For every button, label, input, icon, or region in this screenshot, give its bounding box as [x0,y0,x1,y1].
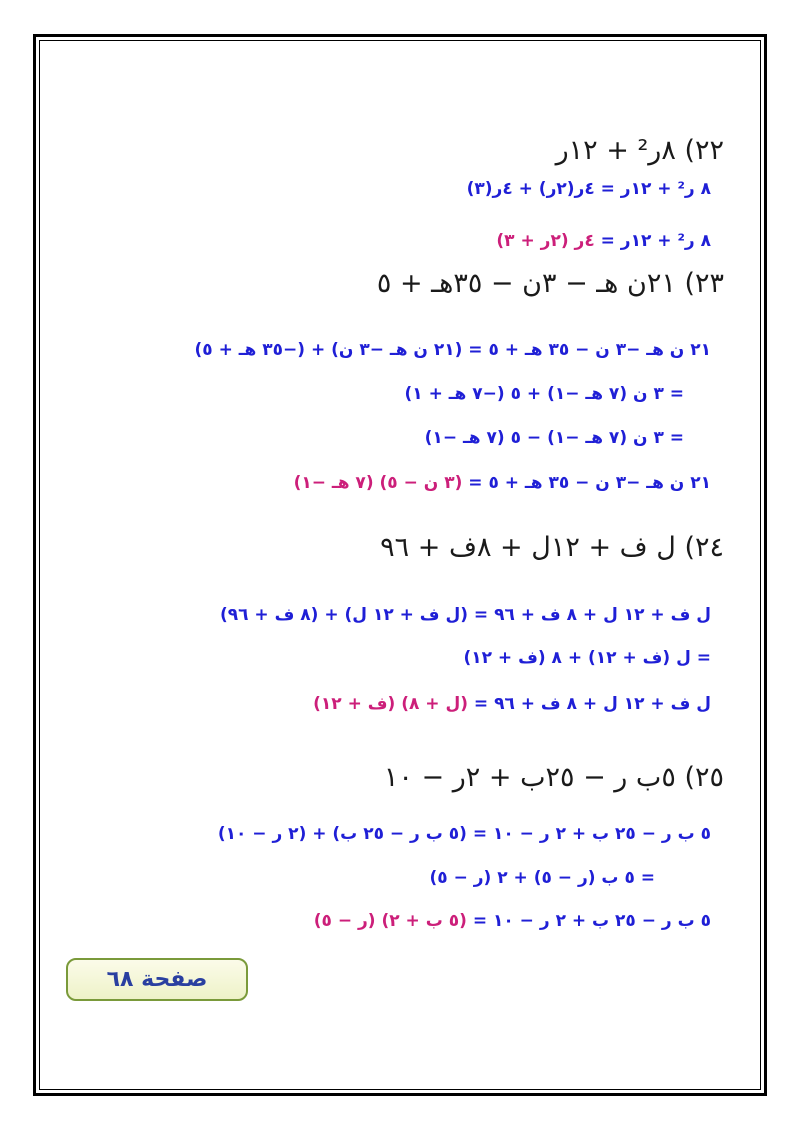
problem-25-step-1: ٥ ب ر − ٢٥ ب + ٢ ر − ١٠ = (٥ ب ر − ٢٥ ب) + (٢ ر − ١٠) [217,824,711,844]
problem-25-answer-result: (٥ ب + ٢) (ر − ٥) [313,911,467,931]
problem-23-step-1: ٢١ ن هـ −٣ ن − ٣٥ هـ + ٥ = (٢١ ن هـ −٣ ن) + (−٣٥ هـ + ٥) [194,340,711,360]
problem-25-answer [314,911,711,931]
problem-23-step-2: = ٣ ن (٧ هـ −١) + ٥ (−٧ هـ + ١) [404,384,684,404]
problem-23: ٢٣) ٢١ن هـ − ٣ن − ٣٥هـ + ٥ [376,268,724,299]
problem-22-answer-prefix: ٨ ر² + ١٢ر = [594,231,711,251]
problem-24-answer-prefix: ل ف + ١٢ ل + ٨ ف + ٩٦ = [467,694,711,714]
problem-24-answer-result: (ل + ٨) (ف + ١٢) [313,694,468,714]
problem-22-answer-result: ٤ر (٢ر + ٣) [496,231,595,251]
problem-23-answer [294,473,711,493]
problem-24-step-1: ل ف + ١٢ ل + ٨ ف + ٩٦ = (ل ف + ١٢ ل) + (٨ ف + ٩٦) [219,605,711,625]
problem-25-answer-prefix: ٥ ب ر − ٢٥ ب + ٢ ر − ١٠ = [466,911,711,931]
problem-22-step-1: ٨ ر² + ١٢ر = ٤ر(٢ر) + ٤ر(٣) [466,179,711,199]
problem-23-answer-prefix: ٢١ ن هـ −٣ ن − ٣٥ هـ + ٥ = [462,473,711,493]
problem-22: ٢٢) ٨ر² + ١٢ر [555,135,724,166]
problem-23-step-3: = ٣ ن (٧ هـ −١) − ٥ (٧ هـ −١) [424,428,684,448]
problem-22-answer [496,231,711,251]
problem-24: ٢٤) ل ف + ١٢ل + ٨ف + ٩٦ [380,532,724,563]
page-number-label: صفحة ٦٨ [106,967,208,992]
problem-24-answer [313,694,711,714]
problem-24-step-2: = ل (ف + ١٢) + ٨ (ف + ١٢) [463,648,711,668]
problem-25: ٢٥) ٥ب ر − ٢٥ب + ٢ر − ١٠ [383,762,724,793]
problem-23-answer-result: (٣ ن − ٥) (٧ هـ −١) [293,473,463,493]
page-number-badge [66,958,248,1001]
problem-25-step-2: = ٥ ب (ر − ٥) + ٢ (ر − ٥) [429,868,655,888]
